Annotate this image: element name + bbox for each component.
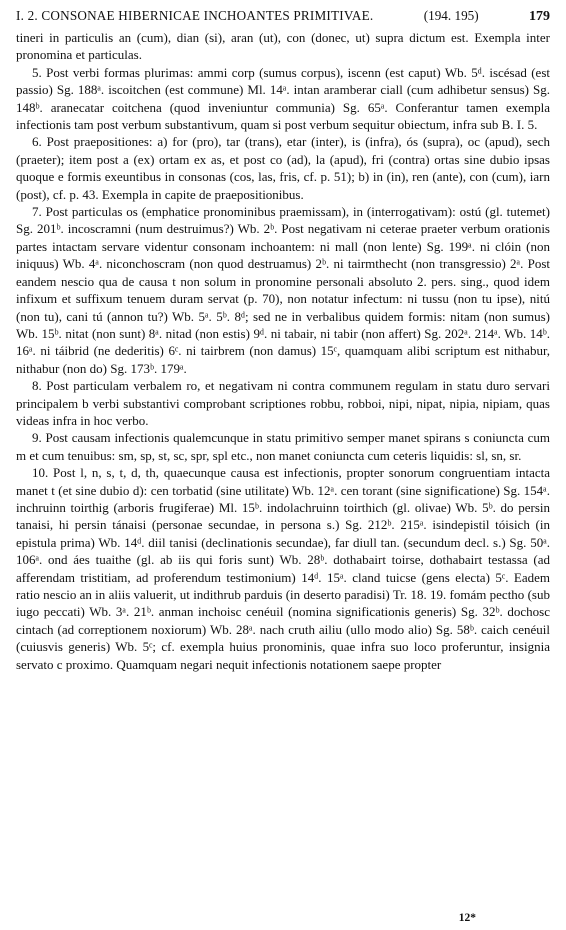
paragraph-continuation: tineri in particulis an (cum), dian (si), aran (ut), con (donec, ut) supra dictum est. Exempla inter pronomina et particulas. <box>16 30 550 63</box>
paragraph-8: 8. Post particulam verbalem ro, et negativam ni contra communem regulam in statu duro servari principalem b verbi substantivi comprobant scriptiones robbu, robboi, nipi, nipat, nipia, nipiam, quas videas infra in hoc verbo. <box>16 378 550 428</box>
paragraph-10: 10. Post l, n, s, t, d, th, quaecunque causa est infectionis, propter sonorum congruentiam intacta manet t (et sine dubio d): cen torbatid (sine utilitate) Wb. 12ᵃ. cen torant (sine significatione) Sg. 154ᵃ. inchruinn toirthig (arboris frugiferae) Ml. 15ᵇ. indolachruinn toirthich (gl. olivae) Wb. 5ᵇ. do persin tanaisi, hi persin tánaisi (personae secundae, in persona s.) Sg. 212ᵇ. 215ᵃ. isindepistil tóisich (in epistula prima) Wb. 14ᵈ. diil tanisi (declinationis secundae), far diull tan. (secundum decl. s.) Sg. 50ᵃ. 106ᵃ. ond áes tuaithe (gl. ab iis qui foris sunt) Wb. 28ᵇ. dothabairt toirse, dothabairt testassa (ad afferendam tristitiam, ad proferendum testimonium) 14ᵈ. 15ᵃ. cland tuicse (gens electa) 5ᶜ. Eadem ratio nescio an in aliis valuerit, ut indithrub parduis (in deserto paradisi) Tr. 18. 19. fomám pectho (sub iugo peccati) Wb. 3ᵃ. 21ᵇ. anman inchoisc cenéuil (nomina significationis generis) Sg. 32ᵇ. dochosc cintach (ad correptionem noxiorum) Wb. 28ᵃ. nach cruth ailiu (ullo modo alio) Sg. 58ᵇ. caich cenéuil (cuiusvis generis) Wb. 5ᶜ; cf. exempla huius pronominis, quae infra suo loco proferuntur, insignia servato c proximo. Quamquam negari nequit infectionis notationem saepe propter <box>16 465 550 672</box>
running-header <box>16 8 550 25</box>
section-range: (194. 195) <box>423 8 479 23</box>
paragraph-5: 5. Post verbi formas plurimas: ammi corp (sumus corpus), iscenn (est caput) Wb. 5ᵈ. iscésad (est passio) Sg. 188ᵃ. iscoitchen (est commune) Ml. 14ᵃ. intan aramberar ciall (cum adhibetur sensus) Sg. 148ᵇ. aranecatar coitchena (quod inveniuntur communia) Sg. 65ᵃ. Conferantur tamen exempla infectionis tam post verbum substantivum, quam si post verbum sequitur obiectum, infra sub B. I. 5. <box>16 64 550 133</box>
paragraph-9: 9. Post causam infectionis qualemcunque in statu primitivo semper manet spirans s coniuncta cum m et cum tenuibus: sm, sp, st, sc, spr, spl etc., non manet coniuncta cum ceteris liquidis: sl, sn, sr. <box>16 430 550 463</box>
signature-mark: 12* <box>458 912 476 924</box>
page-number: 179 <box>529 9 550 24</box>
paragraph-6: 6. Post praepositiones: a) for (pro), tar (trans), etar (inter), is (infra), ós (supra), oc (apud), sech (praeter); item post a (ex) ortam ex as, et post co (ad), la (apud), fri (contra) ortas sine dubio ipsas quoque e formis exeuntibus in consonas (cos, las, fris, cf. p. 51); b) in (in), ren (ante), con (cum), iarn (post), cf. p. 43. Exempla in capite de praepositionibus. <box>16 134 550 202</box>
running-title: I. 2. CONSONAE HIBERNICAE INCHOANTES PRIMITIVAE. <box>16 8 374 23</box>
paragraph-7: 7. Post particulas os (emphatice pronominibus praemissam), in (interrogativam): ostú (gl. tutemet) Sg. 201ᵇ. incoscramni (num destruimus?) Wb. 2ᵇ. Post negativam ni ceterae praeter verbum orationis partes intactam servare videntur consonam inchoantem: ni mall (non lente) Sg. 199ᵃ. ni clóin (non iniquus) Wb. 4ᵃ. niconchoscram (non quod destruamus) 2ᵇ. ni tairmthecht (non transgressio) 2ᵃ. Post eandem nescio qua de causa t non solum in pronomine personali absoluto 2. pers. sing., quod idem infixum et suffixum tenuem duram servat (p. 70), non notatur infectum: ni tussu (non tu ipse), nitú (non tu), cani tú (annon tu?) Wb. 5ᵃ. 5ᵇ. 8ᵈ; sed ne in verbalibus quidem formis: nitam (non sumus) Wb. 15ᵇ. nitat (non sunt) 8ᵃ. nitad (non estis) 9ᵈ. ni tabair, ni tabir (non affert) Sg. 202ᵃ. 214ᵃ. Wb. 14ᵇ. 16ᵃ. ni táibrid (ne dederitis) 6ᶜ. ni tairbrem (non damus) 15ᶜ, quamquam alibi scriptum est nithabur, nithabur (non do) Sg. 173ᵇ. 179ᵃ. <box>16 204 550 376</box>
body-text <box>16 29 550 673</box>
